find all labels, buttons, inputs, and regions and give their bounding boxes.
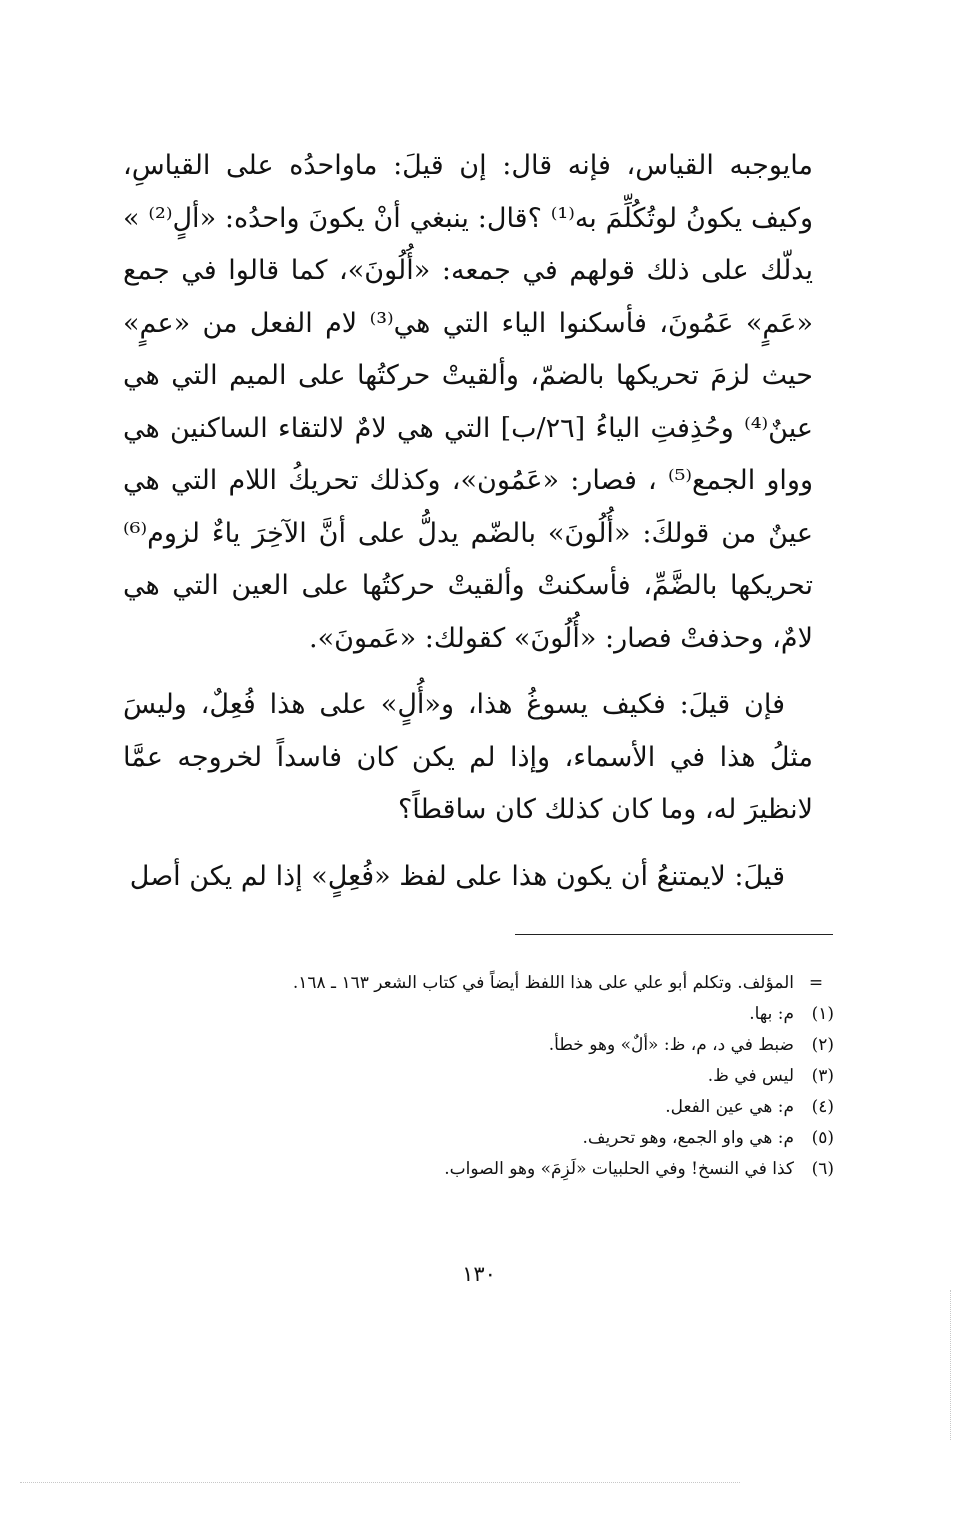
footnote-number: (٤) [811, 1097, 834, 1117]
footnote-text: م: هي عين الفعل. [665, 1097, 794, 1117]
main-text-body [123, 140, 813, 903]
footnote-text: كذا في النسخ! وفي الحلبيات «لَزِمَ» وهو الصواب. [444, 1159, 794, 1179]
footnote-item [118, 1154, 838, 1185]
footnote-text: ليس في ظ. [707, 1066, 794, 1086]
footnote-text: م: بها. [749, 1004, 794, 1024]
paragraph-1: مايوجبه القياس، فإنه قال: إن قيلَ: ماواحدُه على القياسِ، وكيف يكونُ لوتُكُلِّمَ به⁽¹⁾ ؟قال: ينبغي أنْ يكونَ واحدُه: «ألٍ⁽²⁾ » يدلّك على ذلك قولهم في جمعه: «أُلُونَ»، كما قالوا في جمع «عَمٍ» عَمُونَ، فأسكنوا الياء التي هي⁽³⁾ لام الفعل من «عمٍ» حيث لزمَ تحريكها بالضمّ، وألقيتْ حركتُها على الميم التي هي عينٌ⁽⁴⁾ وحُذِفتِ الياءُ [٢٦/ب] التي هي لامٌ لالتقاء الساكنين هي وواو الجمع⁽⁵⁾ ، فصار: «عَمُون»، وكذلك تحريكُ اللام التي هي عينٌ من قولكَ: «أُلُونَ» بالضّم يدلُّ على أنَّ الآخِرَ ياءٌ لزوم⁽⁶⁾ تحريكها بالضَّمِّ، فأسكنتْ وألقيتْ حركتُها على العين التي هي لامٌ، وحذفتْ فصار: «أُلُونَ» كقولك: «عَمونَ». [123, 150, 814, 654]
footnote-text: ضبط في د، م، ظ: «ألٌ» وهو خطأ. [548, 1035, 794, 1055]
footnote-item [118, 1123, 838, 1154]
footnote-continuation [118, 968, 838, 999]
footnote-number: (٢) [811, 1035, 834, 1055]
footnote-text: م: هي واو الجمع، وهو تحريف. [582, 1128, 794, 1148]
footnote-continuation-text: المؤلف. وتكلم أبو علي على هذا اللفظ أيضاً في كتاب الشعر ١٦٣ ـ ١٦٨. [292, 973, 794, 993]
scan-artifact-dotted-line [20, 1482, 740, 1483]
footnote-item [118, 999, 838, 1030]
page-number: ١٣٠ [462, 1262, 496, 1286]
footnote-item [118, 1061, 838, 1092]
paragraph-2: فإن قيلَ: فكيف يسوغُ هذا، و«أُلٍ» على هذا فُعِلٌ، وليسَ مثلُ هذا في الأسماء، وإذا لم يكن كان فاسداً لخروجه عمَّا لانظيرَ له، وما كان كذلك كان ساقطاً؟ [123, 689, 813, 825]
footnote-item [118, 1030, 838, 1061]
footnotes-section [118, 968, 838, 1185]
footnote-number: (٦) [811, 1159, 834, 1179]
footnote-item [118, 1092, 838, 1123]
footnote-number: (١) [811, 1004, 834, 1024]
scan-artifact-dotted-line [950, 1290, 951, 1440]
continuation-mark: = [808, 973, 824, 993]
paragraph-3: قيلَ: لايمتنعُ أن يكون هذا على لفظ «فُعِلٍ» إذا لم يكن أصل [129, 860, 785, 892]
footnote-number: (٣) [811, 1066, 834, 1086]
footnote-separator-line [515, 934, 833, 935]
footnote-number: (٥) [811, 1128, 834, 1148]
